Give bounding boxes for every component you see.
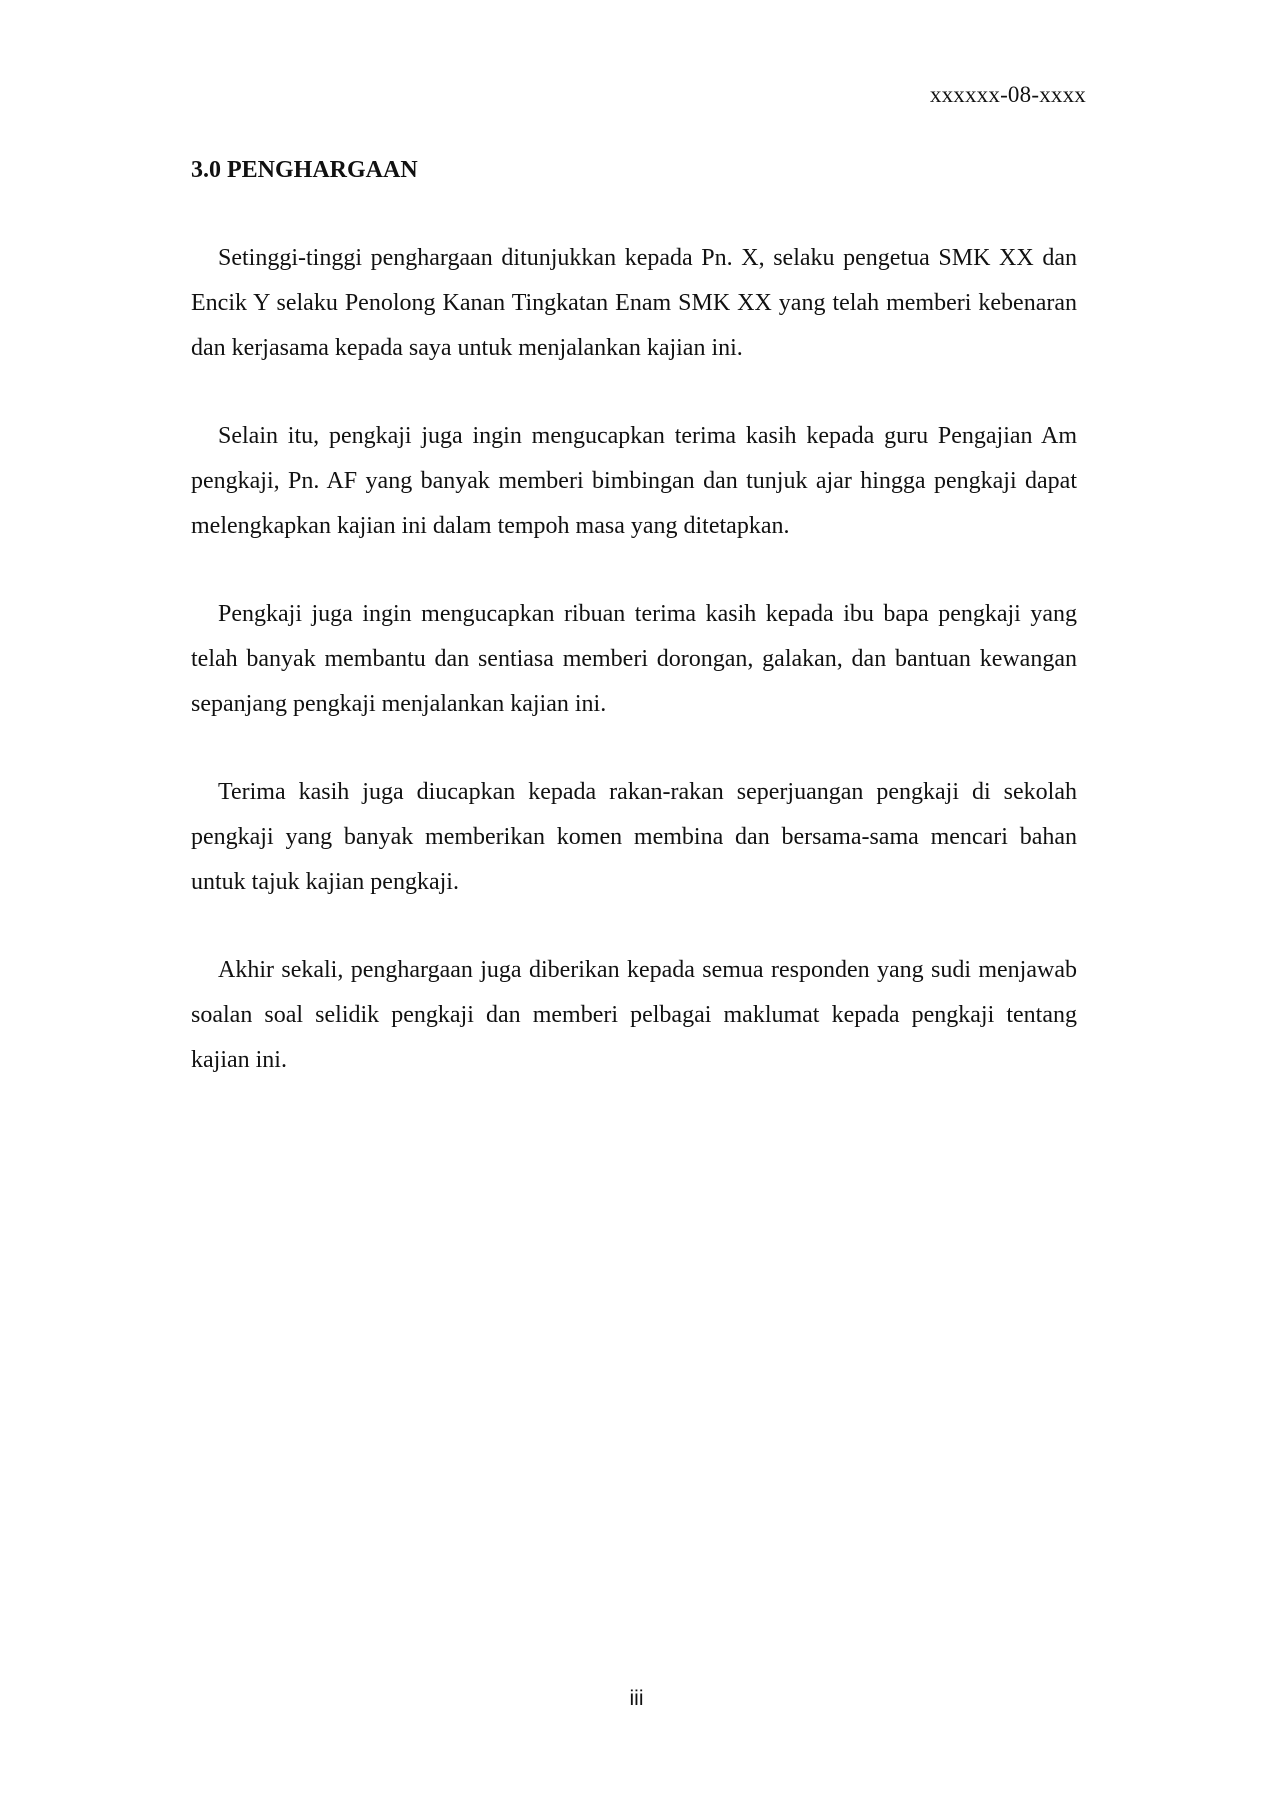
page-number: iii: [629, 1687, 644, 1710]
document-code: xxxxxx-08-xxxx: [929, 82, 1086, 107]
paragraph: Akhir sekali, penghargaan juga diberikan kepada semua responden yang sudi menjawab soalan soal selidik pengkaji dan memberi pelbagai maklumat kepada pengkaji tentang kajian ini.: [191, 957, 1077, 1073]
paragraph: Setinggi-tinggi penghargaan ditunjukkan kepada Pn. X, selaku pengetua SMK XX dan Encik Y selaku Penolong Kanan Tingkatan Enam SMK XX yang telah memberi kebenaran dan kerjasama kepada saya untuk menjalankan kajian ini.: [191, 245, 1077, 361]
paragraph: Pengkaji juga ingin mengucapkan ribuan terima kasih kepada ibu bapa pengkaji yang telah banyak membantu dan sentiasa memberi dorongan, galakan, dan bantuan kewangan sepanjang pengkaji menjalankan kajian ini.: [191, 601, 1077, 717]
paragraph: Selain itu, pengkaji juga ingin mengucapkan terima kasih kepada guru Pengajian Am pengkaji, Pn. AF yang banyak memberi bimbingan dan tunjuk ajar hingga pengkaji dapat melengkapkan kajian ini dalam tempoh masa yang ditetapkan.: [191, 423, 1077, 539]
section-heading: 3.0 PENGHARGAAN: [191, 157, 418, 183]
paragraph: Terima kasih juga diucapkan kepada rakan-rakan seperjuangan pengkaji di sekolah pengkaji yang banyak memberikan komen membina dan bersama-sama mencari bahan untuk tajuk kajian pengkaji.: [191, 779, 1077, 895]
section-content: [191, 152, 1077, 1126]
